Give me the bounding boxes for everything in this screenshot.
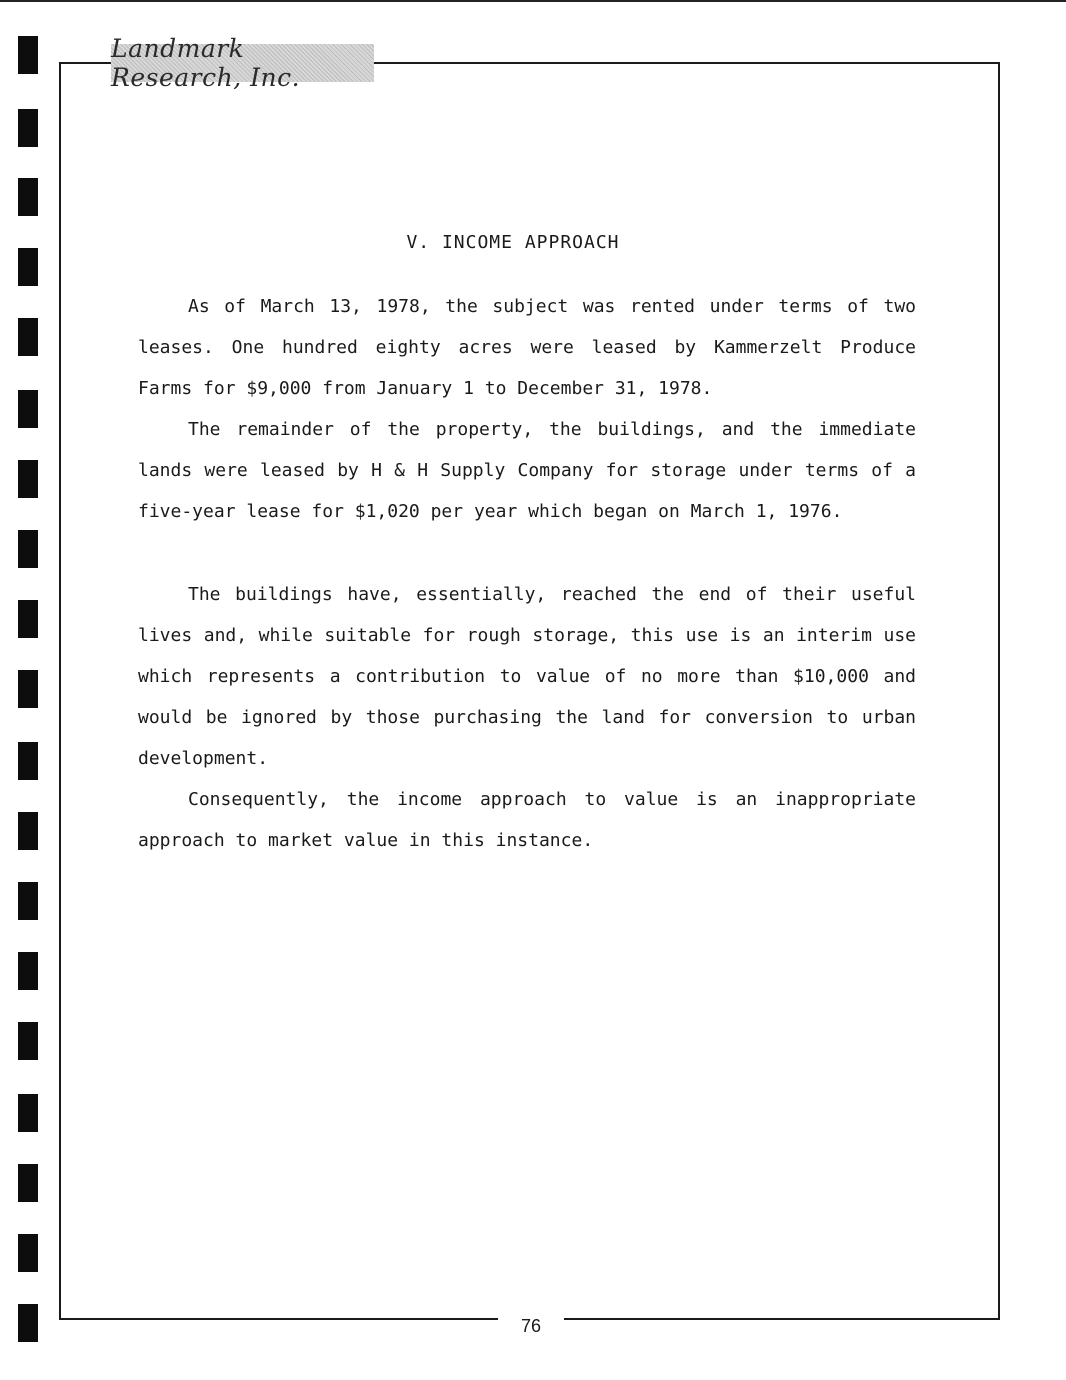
binding-hole bbox=[18, 1094, 38, 1132]
page-number: 76 bbox=[520, 1316, 542, 1336]
binding-hole bbox=[18, 882, 38, 920]
paragraph-conclusion: Consequently, the income approach to value is an inappropriate approach to market value in this instance. bbox=[138, 789, 916, 851]
top-edge-rule bbox=[0, 0, 1066, 2]
binding-hole bbox=[18, 1304, 38, 1342]
binding-hole bbox=[18, 178, 38, 216]
binding-hole bbox=[18, 109, 38, 147]
binding-hole bbox=[18, 600, 38, 638]
binding-hole bbox=[18, 530, 38, 568]
binding-holes bbox=[18, 0, 38, 1380]
binding-hole bbox=[18, 318, 38, 356]
binding-hole bbox=[18, 36, 38, 74]
binding-hole bbox=[18, 670, 38, 708]
binding-hole bbox=[18, 952, 38, 990]
binding-hole bbox=[18, 460, 38, 498]
binding-hole bbox=[18, 812, 38, 850]
paragraph-remainder: The remainder of the property, the buildings, and the immediate lands were leased by H & H Supply Company for storage under terms of a five-year lease for $1,020 per year which began on March 1, 1976. bbox=[138, 419, 916, 522]
binding-hole bbox=[18, 1164, 38, 1202]
binding-hole bbox=[18, 1234, 38, 1272]
binding-hole bbox=[18, 248, 38, 286]
letterhead-text: Landmark Research, Inc. bbox=[111, 34, 301, 92]
binding-hole bbox=[18, 1022, 38, 1060]
binding-hole bbox=[18, 390, 38, 428]
binding-hole bbox=[18, 742, 38, 780]
paragraph-buildings: The buildings have, essentially, reached the end of their useful lives and, while suitable for rough storage, this use is an interim use which represents a contribution to value of no more than $10,000 and would be ignored by those purchasing the land for conversion to urban development. bbox=[138, 584, 916, 769]
letterhead-logo bbox=[111, 34, 374, 92]
section-heading: V. INCOME APPROACH bbox=[406, 232, 620, 253]
paragraph-leases: As of March 13, 1978, the subject was rented under terms of two leases. One hundred eighty acres were leased by Kammerzelt Produce Farms for $9,000 from January 1 to December 31, 1978. bbox=[138, 296, 916, 399]
